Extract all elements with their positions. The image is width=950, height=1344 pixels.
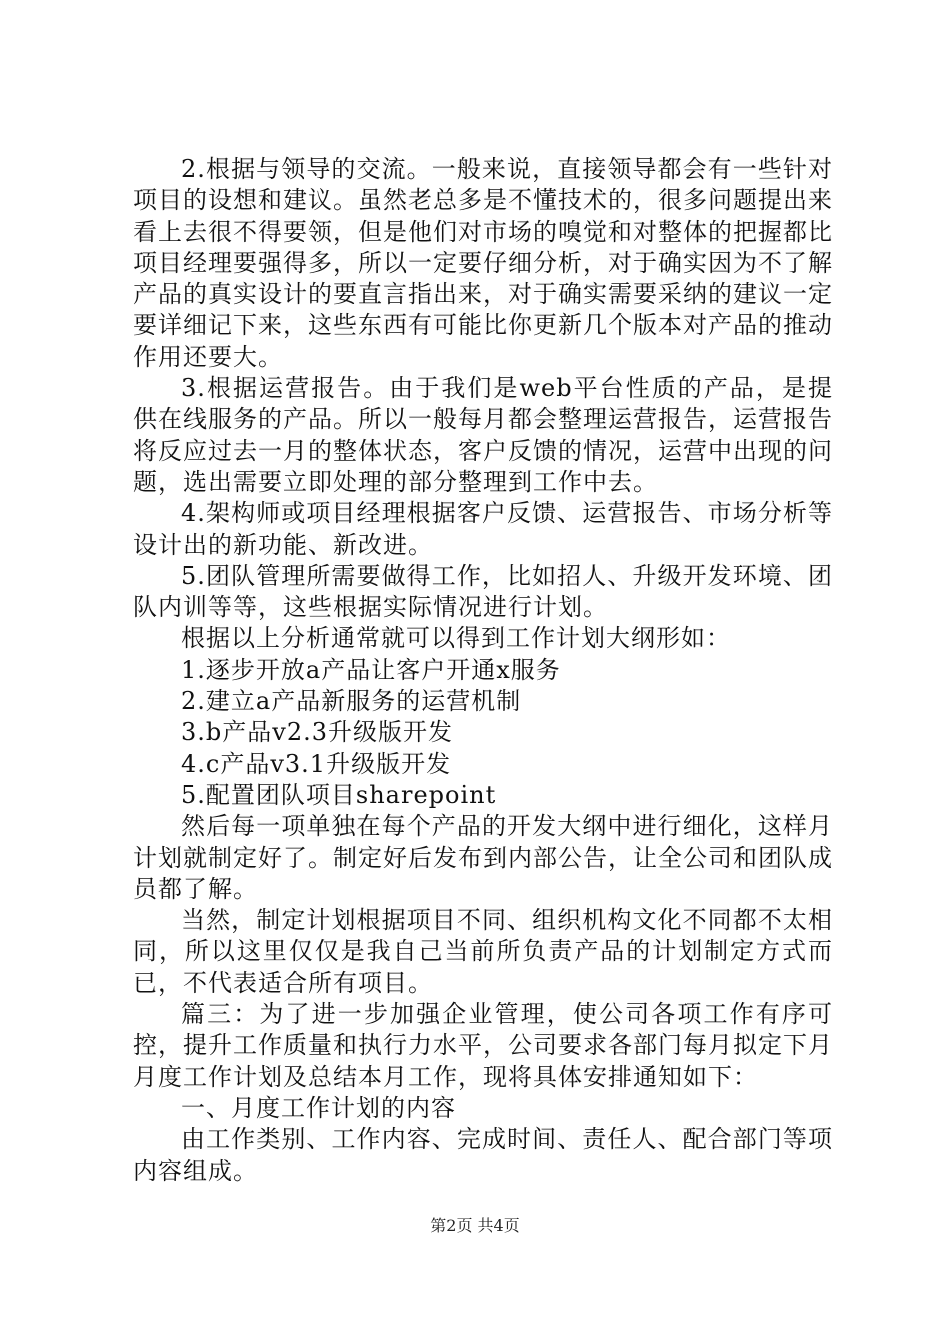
outline-item-2: 2.建立a产品新服务的运营机制: [181, 687, 522, 716]
outline-item-1: 1.逐步开放a产品让客户开通x服务: [181, 655, 561, 684]
document-body: [133, 154, 833, 1187]
outline-item-4: 4.c产品v3.1升级版开发: [181, 749, 452, 778]
paragraph-refine: 然后每一项单独在每个产品的开发大纲中进行细化，这样月计划就制定好了。制定好后发布到内部公告，让全公司和团队成员都了解。: [133, 812, 833, 903]
paragraph-composition: 由工作类别、工作内容、完成时间、责任人、配合部门等项内容组成。: [133, 1125, 833, 1185]
outline-item-5: 5.配置团队项目sharepoint: [181, 780, 497, 809]
paragraph-item-5: 5.团队管理所需要做得工作，比如招人、升级开发环境、团队内训等等，这些根据实际情况进行计划。: [133, 561, 833, 622]
paragraph-item-4: 4.架构师或项目经理根据客户反馈、运营报告、市场分析等设计出的新功能、新改进。: [133, 499, 833, 559]
page-footer: [0, 1216, 950, 1236]
paragraph-item-2: 2.根据与领导的交流。一般来说，直接领导都会有一些针对项目的设想和建议。虽然老总多是不懂技术的，很多问题提出来看上去很不得要领，但是他们对市场的嗅觉和对整体的把握都比项目经理要强得多，所以一定要仔细分析，对于确实因为不了解产品的真实设计的要直言指出来，对于确实需要采纳的建议一定要详细记下来，这些东西有可能比你更新几个版本对产品的推动作用还要大。: [133, 155, 833, 371]
paragraph-item-3: 3.根据运营报告。由于我们是web平台性质的产品，是提供在线服务的产品。所以一般每月都会整理运营报告，运营报告将反应过去一月的整体状态，客户反馈的情况，运营中出现的问题，选出需要立即处理的部分整理到工作中去。: [133, 374, 833, 496]
paragraph-section-three: 篇三：为了进一步加强企业管理，使公司各项工作有序可控，提升工作质量和执行力水平，公司要求各部门每月拟定下月月度工作计划及总结本月工作，现将具体安排通知如下：: [133, 1000, 833, 1091]
page-number-label: 第2页 共4页: [430, 1216, 520, 1235]
paragraph-note: 当然，制定计划根据项目不同、组织机构文化不同都不太相同，所以这里仅仅是我自己当前所负责产品的计划制定方式而已，不代表适合所有项目。: [133, 906, 833, 997]
outline-item-3: 3.b产品v2.3升级版开发: [181, 718, 453, 747]
outline-intro: 根据以上分析通常就可以得到工作计划大纲形如：: [181, 624, 731, 653]
section-heading: 一、月度工作计划的内容: [181, 1093, 456, 1122]
